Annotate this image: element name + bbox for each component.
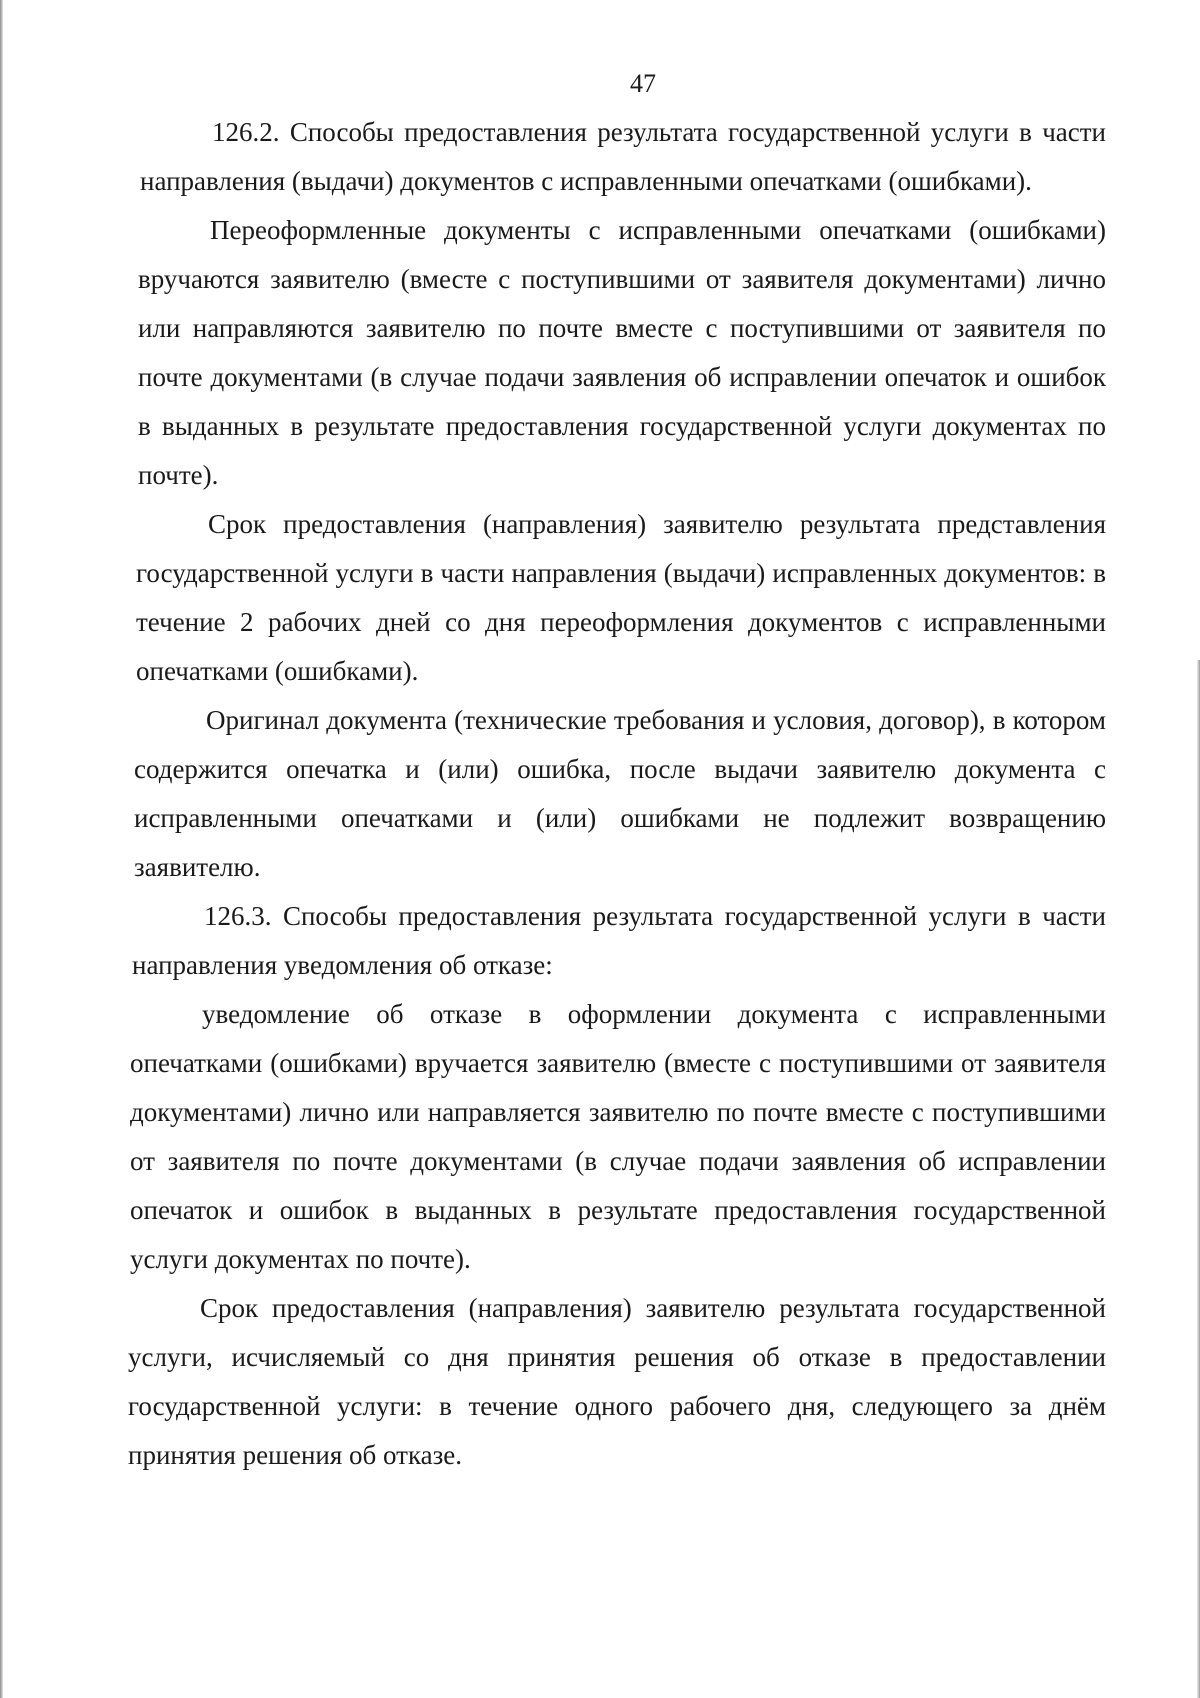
paragraph-reissued-documents: Переоформленные документы с исправленными опечатками (ошибками) вручаются заявителю (вместе с поступившими от заявителя документами) лично или направляются заявителю по почте вместе с поступившими от заявителя по почте документами (в случае подачи заявления об исправлении опечаток и ошибок в выданных в результате предоставления государственной услуги документах по почте). [138,215,1106,490]
document-page [128,60,1106,1480]
paragraph-refusal-deadline: Срок предоставления (направления) заявителю результата государственной услуги, исчисляемый со дня принятия решения об отказе в предоставлении государственной услуги: в течение одного рабочего дня, следующего за днём принятия решения об отказе. [128,1293,1106,1470]
scan-edge-left [0,0,3,1698]
paragraph-126-2: 126.2. Способы предоставления результата государственной услуги в части направления (выдачи) документов с исправленными опечатками (ошибками). [140,117,1106,196]
paragraph-refusal-notice: уведомление об отказе в оформлении документа с исправленными опечатками (ошибками) вручается заявителю (вместе с поступившими от заявителя документами) лично или направляется заявителю по почте вместе с поступившими от заявителя по почте документами (в случае подачи заявления об исправлении опечаток и ошибок в выданных в результате предоставления государственной услуги документах по почте). [130,999,1106,1274]
page-number: 47 [630,69,656,98]
paragraph-126-3: 126.3. Способы предоставления результата государственной услуги в части направления уведомления об отказе: [132,901,1106,980]
paragraph-issue-deadline: Срок предоставления (направления) заявителю результата представления государственной услуги в части направления (выдачи) исправленных документов: в течение 2 рабочих дней со дня переоформления документов с исправленными опечатками (ошибками). [136,509,1106,686]
paragraph-original-document: Оригинал документа (технические требования и условия, договор), в котором содержится опечатка и (или) ошибка, после выдачи заявителю документа с исправленными опечатками и (или) ошибками не подлежит возвращению заявителю. [134,705,1106,882]
